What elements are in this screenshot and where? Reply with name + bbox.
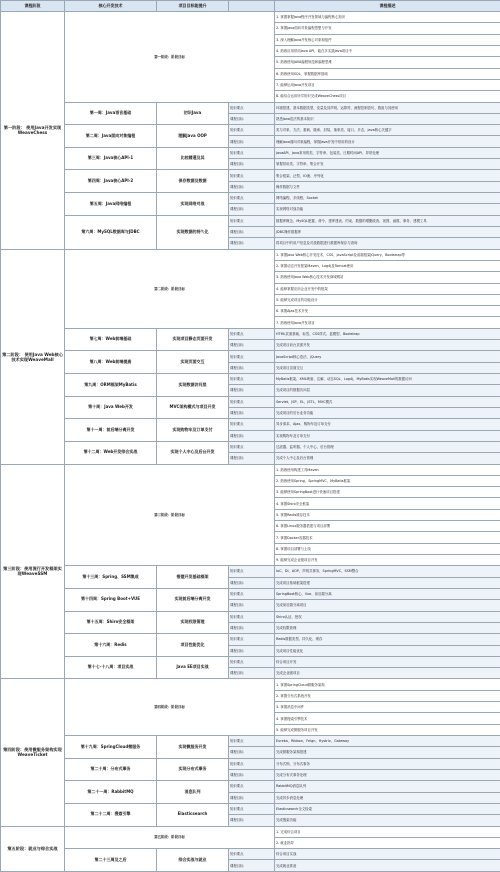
- row-kind: 知识要点: [229, 102, 275, 113]
- row-description: JavaAPI、Java常用的类、字符串、包装类、日期时间API、异常处理: [275, 147, 500, 158]
- row-description: 实现网络对战功能: [275, 204, 500, 215]
- week-name: 第八周：Web前端提高: [65, 351, 157, 374]
- row-description: 完成搜索功能: [275, 815, 500, 826]
- row-description: MyBatis框架、XML映射、注解、动态SQL、Log4j、MyBatis实现WeaveMall的数据访问: [275, 374, 500, 385]
- row-description: 异步请求、Ajax、购物车及订单支付: [275, 419, 500, 430]
- week-row: [1, 102, 500, 113]
- row-description: 完成权限管理: [275, 622, 500, 633]
- row-kind: 知识要点: [229, 441, 275, 452]
- row-kind: 课程目标: [229, 136, 275, 147]
- row-description: 完成项目前台页面开发: [275, 340, 500, 351]
- week-name: 第十六周：Redis: [65, 634, 157, 657]
- row-description: 网络编程、多线程、Socket: [275, 193, 500, 204]
- header-description: 课程描述: [275, 1, 500, 12]
- row-kind: 课程目标: [229, 600, 275, 611]
- week-topic: 理解Java OOP: [157, 125, 229, 148]
- week-row: [1, 396, 500, 407]
- row-kind: 课程目标: [229, 815, 275, 826]
- week-row: [1, 758, 500, 769]
- row-kind: 课程目标: [229, 769, 275, 780]
- week-row: [1, 803, 500, 814]
- row-description: 完成异步消息处理: [275, 792, 500, 803]
- week-topic: Elasticsearch: [157, 803, 229, 826]
- row-kind: 课程目标: [229, 385, 275, 396]
- row-kind: 知识要点: [229, 351, 275, 362]
- week-name: 第二十三周及之后: [65, 849, 157, 872]
- row-kind: 知识要点: [229, 215, 275, 226]
- week-topic: 初识Java: [157, 102, 229, 125]
- week-name: 第二十周：分布式事务: [65, 758, 157, 781]
- stage-goal-title: 第五阶段：阶段目标: [65, 826, 275, 849]
- stage-goal-item: 7. 掌握Docker容器技术: [275, 532, 500, 543]
- stage-goal-item: 3. 掌握消息中间件: [275, 702, 500, 713]
- stage-goal-item: 4. 能够掌握应用企业开发中的框架: [275, 283, 500, 294]
- row-description: SpringBoot核心、Vue、前后端分离: [275, 588, 500, 599]
- stage-name: 第四阶段：使用微服务架构实现WeaveTicket: [1, 679, 65, 826]
- stage-name: 第二阶段： 使用Java Web核心技术实现WeaveMall: [1, 249, 65, 464]
- row-kind: 知识要点: [229, 566, 275, 577]
- header-row: [1, 1, 500, 12]
- stage-goal-item: 1. 掌握Java Web核心开发技术，CSS、JavaScript及前端框架jQuery、Bootstrap等: [275, 249, 500, 260]
- row-kind: 课程目标: [229, 747, 275, 758]
- stage-goal-item: 1. 完成综合项目: [275, 826, 500, 837]
- header-core-tech: 核心开发技术: [65, 1, 157, 12]
- week-row: [1, 419, 500, 430]
- stage-goal-item: 3. 深入理解Java开发核心对象和组件: [275, 34, 500, 45]
- week-row: [1, 147, 500, 158]
- header-stage: 课程阶段: [1, 1, 65, 12]
- row-description: 综合项目实战: [275, 849, 500, 860]
- row-description: 完成项目基础框架搭建: [275, 577, 500, 588]
- row-description: JDBC操作数据库: [275, 226, 500, 237]
- week-row: [1, 170, 500, 181]
- row-kind: 知识要点: [229, 781, 275, 792]
- row-kind: 课程目标: [229, 113, 275, 124]
- row-description: Eureka、Ribbon、Feign、Hystrix、Gateway: [275, 736, 500, 747]
- row-description: Servlet、JSP、EL、JSTL、MVC模式: [275, 396, 500, 407]
- stage-goal-item: 6. 掌握Linux服务器搭建与项目部署: [275, 521, 500, 532]
- row-kind: 知识要点: [229, 588, 275, 599]
- row-description: 完成项目性能优化: [275, 645, 500, 656]
- row-description: 综合项目开发: [275, 656, 500, 667]
- row-kind: 知识要点: [229, 170, 275, 181]
- week-name: 第一周：Java语言基础: [65, 102, 157, 125]
- stage-goal-item: 3. 熟练使用Java Web核心技术开发商城网站: [275, 272, 500, 283]
- goal-row: [1, 464, 500, 475]
- week-name: 第七周：Web前端基础: [65, 328, 157, 351]
- stage-goal-item: 9. 能够完成企业级项目开发: [275, 555, 500, 566]
- row-kind: 课程目标: [229, 181, 275, 192]
- week-name: 第六周：MySQL数据库与JDBC: [65, 215, 157, 249]
- row-description: 数据库概念、MySQL配置、命令、建库建表、约束、数据的增删改查、视图、函数、事务、建模工具: [275, 215, 500, 226]
- week-name: 第十七-十八周：项目实战: [65, 656, 157, 679]
- stage-goal-item: 1. 掌握掌握Java程序开发领域与编程核心知识: [275, 12, 500, 23]
- week-row: [1, 125, 500, 136]
- week-row: [1, 588, 500, 599]
- row-kind: 课程目标: [229, 204, 275, 215]
- row-description: Elasticsearch全文检索: [275, 803, 500, 814]
- stage-goal-item: 4. 掌握搜索引擎技术: [275, 713, 500, 724]
- row-kind: 课程目标: [229, 362, 275, 373]
- row-kind: 课程目标: [229, 453, 275, 464]
- week-row: [1, 351, 500, 362]
- stage-goal-item: 2. 就业指导: [275, 837, 500, 848]
- week-topic: 综合实战与就业: [157, 849, 229, 872]
- stage-name: 第五阶段：就业与综合实战: [1, 826, 65, 872]
- stage-goal-title: 第三阶段：阶段目标: [65, 464, 275, 566]
- week-topic: 实现个人中心及后台开发: [157, 441, 229, 464]
- row-kind: 课程目标: [229, 159, 275, 170]
- week-topic: 实现页面交互: [157, 351, 229, 374]
- goal-row: [1, 249, 500, 260]
- stage-goal-item: 4. 熟练应用常用Java API，能在多实践Java项目中: [275, 45, 500, 56]
- row-kind: 知识要点: [229, 634, 275, 645]
- week-name: 第十周：Java Web开发: [65, 396, 157, 419]
- week-row: [1, 849, 500, 860]
- week-topic: MVC架构模式与项目开发: [157, 396, 229, 419]
- stage-goal-item: 6. 掌握Ajax技术开发: [275, 306, 500, 317]
- row-description: 熟悉Java语法的基本知识: [275, 113, 500, 124]
- row-kind: 课程目标: [229, 645, 275, 656]
- week-topic: 实现数据的持久化: [157, 215, 229, 249]
- stage-goal-item: 4. 掌握Shiro安全框架: [275, 498, 500, 509]
- week-row: [1, 781, 500, 792]
- row-description: 完成就业准备: [275, 860, 500, 872]
- row-kind: 知识要点: [229, 803, 275, 814]
- stage-goal-item: 8. 能结合运用所学知识完成WeaveChess项目: [275, 91, 500, 102]
- week-topic: Java EE项目实战: [157, 656, 229, 679]
- row-kind: 课程目标: [229, 792, 275, 803]
- stage-goal-item: 1. 熟练使用构建工具Maven: [275, 464, 500, 475]
- week-name: 第二十一周：RabbitMQ: [65, 781, 157, 804]
- goal-row: [1, 679, 500, 690]
- row-description: RabbitMQ消息队列: [275, 781, 500, 792]
- row-kind: 课程目标: [229, 226, 275, 237]
- row-description: 分布式锁、分布式事务: [275, 758, 500, 769]
- week-row: [1, 193, 500, 204]
- stage-goal-item: 5. 能够完成项目的功能设计: [275, 294, 500, 305]
- row-kind: 课程目标: [229, 430, 275, 441]
- row-description: 完成项目的数据访问层: [275, 385, 500, 396]
- week-name: 第十三周：Spring、SSM集成: [65, 566, 157, 589]
- row-description: 将项目中的用户信息及对战数据进行数据库保存与查询: [275, 238, 500, 249]
- week-row: [1, 215, 500, 226]
- row-kind: 知识要点: [229, 396, 275, 407]
- header-kind: [229, 1, 275, 12]
- goal-row: [1, 12, 500, 23]
- row-kind: 课程目标: [229, 340, 275, 351]
- stage-goal-item: 2. 掌握Java面向对象编程思想与开发: [275, 23, 500, 34]
- stage-goal-item: 2. 掌握分布式系统开发: [275, 690, 500, 701]
- row-kind: 课程目标: [229, 622, 275, 633]
- week-row: [1, 328, 500, 339]
- week-name: 第三周：Java核心API-1: [65, 147, 157, 170]
- stage-goal-item: 5. 能够完成微服务项目开发: [275, 724, 500, 735]
- row-description: 掌握常用类、字符串、集合开发: [275, 159, 500, 170]
- week-name: 第十九周：SpringCloud微服务: [65, 736, 157, 759]
- row-description: 过滤器、监听器、个人中心、后台管理: [275, 441, 500, 452]
- week-name: 第十五周：Shiro安全框架: [65, 611, 157, 634]
- stage-goal-item: 1. 掌握SpringCloud微服务架构: [275, 679, 500, 690]
- row-description: 实现购物车及订单支付: [275, 430, 500, 441]
- week-topic: 消息队列: [157, 781, 229, 804]
- week-row: [1, 374, 500, 385]
- row-description: 完成企业级项目: [275, 668, 500, 679]
- week-name: 第十二周：Web开发综合实战: [65, 441, 157, 464]
- week-topic: 实现购物车及订单支付: [157, 419, 229, 442]
- row-description: 完成微服务架构搭建: [275, 747, 500, 758]
- week-row: [1, 611, 500, 622]
- week-name: 第十四周：Spring Boot+VUE: [65, 588, 157, 611]
- row-kind: 课程目标: [229, 577, 275, 588]
- week-topic: 实现前后端分离开发: [157, 588, 229, 611]
- stage-goal-item: 7. 熟练使用Java开发项目: [275, 317, 500, 328]
- goal-row: [1, 826, 500, 837]
- stage-goal-title: 第四阶段：阶段目标: [65, 679, 275, 736]
- stage-goal-item: 7. 能够运用Java开发项目: [275, 79, 500, 90]
- row-description: 类与对象、方法、重载、继承、封装、抽象类、接口、多态、Java核心关键字: [275, 125, 500, 136]
- row-kind: 课程目标: [229, 407, 275, 418]
- week-topic: 实现权限管理: [157, 611, 229, 634]
- stage-goal-item: 5. 掌握Redis缓存技术: [275, 509, 500, 520]
- stage-goal-item: 2. 熟练使用Spring、SpringMVC、MyBatis框架: [275, 475, 500, 486]
- week-topic: 实现网络对战: [157, 193, 229, 216]
- week-row: [1, 634, 500, 645]
- row-description: 操作数据与文件: [275, 181, 500, 192]
- row-kind: 知识要点: [229, 611, 275, 622]
- week-row: [1, 566, 500, 577]
- row-description: Redis数据类型、持久化、缓存: [275, 634, 500, 645]
- week-topic: 搭建开发基础框架: [157, 566, 229, 589]
- week-topic: 实现微服务开发: [157, 736, 229, 759]
- row-kind: 知识要点: [229, 125, 275, 136]
- stage-goal-item: 3. 能够使用SpringBoot进行快速项目搭建: [275, 487, 500, 498]
- week-name: 第十一周：前后端分离开发: [65, 419, 157, 442]
- week-topic: 比较精通及其: [157, 147, 229, 170]
- row-kind: 知识要点: [229, 328, 275, 339]
- row-description: Shiro认证、授权: [275, 611, 500, 622]
- week-topic: 实现项目静态页面开发: [157, 328, 229, 351]
- row-kind: 课程目标: [229, 668, 275, 679]
- stage-goal-item: 6. 熟练使用SQL，掌握数据库基础: [275, 68, 500, 79]
- row-description: 完成个人中心及后台管理: [275, 453, 500, 464]
- stage-name: 第三阶段：使用流行开发框架实现WeaveSSM: [1, 464, 65, 679]
- header-project-goal: 项目目标能提升: [157, 1, 229, 12]
- stage-goal-item: 2. 掌握动态开发框架Maven、Log4j及Tomcat使用: [275, 260, 500, 271]
- week-name: 第四周：Java核心API-2: [65, 170, 157, 193]
- row-description: 完成项目页面交互: [275, 362, 500, 373]
- row-kind: 课程目标: [229, 238, 275, 249]
- week-row: [1, 656, 500, 667]
- row-description: 完成前后端分离项目: [275, 600, 500, 611]
- row-kind: 知识要点: [229, 849, 275, 860]
- week-row: [1, 736, 500, 747]
- week-name: 第五周：Java网络编程: [65, 193, 157, 216]
- row-description: JavaScript核心语法、jQuery: [275, 351, 500, 362]
- row-kind: 课程目标: [229, 860, 275, 872]
- row-description: IoC、DI、AOP、声明式事务、SpringMVC、SSM整合: [275, 566, 500, 577]
- row-description: 理解Java面向对象编程，掌握Java开发中常用的设计: [275, 136, 500, 147]
- stage-goal-item: 8. 掌握项目部署与上线: [275, 543, 500, 554]
- week-name: 第九周：ORM框架MyBatis: [65, 374, 157, 397]
- row-kind: 知识要点: [229, 736, 275, 747]
- week-topic: 实现数据访问层: [157, 374, 229, 397]
- row-kind: 知识要点: [229, 193, 275, 204]
- week-row: [1, 441, 500, 452]
- row-description: HTML页面基础、标签、CSS样式、盒模型、Bootstrap: [275, 328, 500, 339]
- week-name: 第二十二周：搜索引擎: [65, 803, 157, 826]
- row-kind: 知识要点: [229, 374, 275, 385]
- row-kind: 知识要点: [229, 419, 275, 430]
- row-description: 完成分布式事务处理: [275, 769, 500, 780]
- stage-goal-item: 5. 熟练使用JAVA编程规范和编程思维: [275, 57, 500, 68]
- row-kind: 知识要点: [229, 147, 275, 158]
- stage-goal-title: 第一阶段：阶段目标: [65, 12, 275, 103]
- stage-goal-title: 第二阶段：阶段目标: [65, 249, 275, 328]
- row-kind: 知识要点: [229, 656, 275, 667]
- week-topic: 保存数据及数据: [157, 170, 229, 193]
- row-description: 环境搭建、基本数据类型、变量及其声明、运算符、流程控制语句、数组与其使用: [275, 102, 500, 113]
- row-kind: 知识要点: [229, 758, 275, 769]
- week-topic: 实现分布式事务: [157, 758, 229, 781]
- week-topic: 项目性能优化: [157, 634, 229, 657]
- stage-name: 第一阶段： 使用Java开发实现 WeaveChess: [1, 12, 65, 250]
- week-name: 第二周：Java面向对象编程: [65, 125, 157, 148]
- curriculum-body: [1, 12, 500, 872]
- row-description: 集合框架、泛型、IO流、序列化: [275, 170, 500, 181]
- row-description: 完成项目的后台业务功能: [275, 407, 500, 418]
